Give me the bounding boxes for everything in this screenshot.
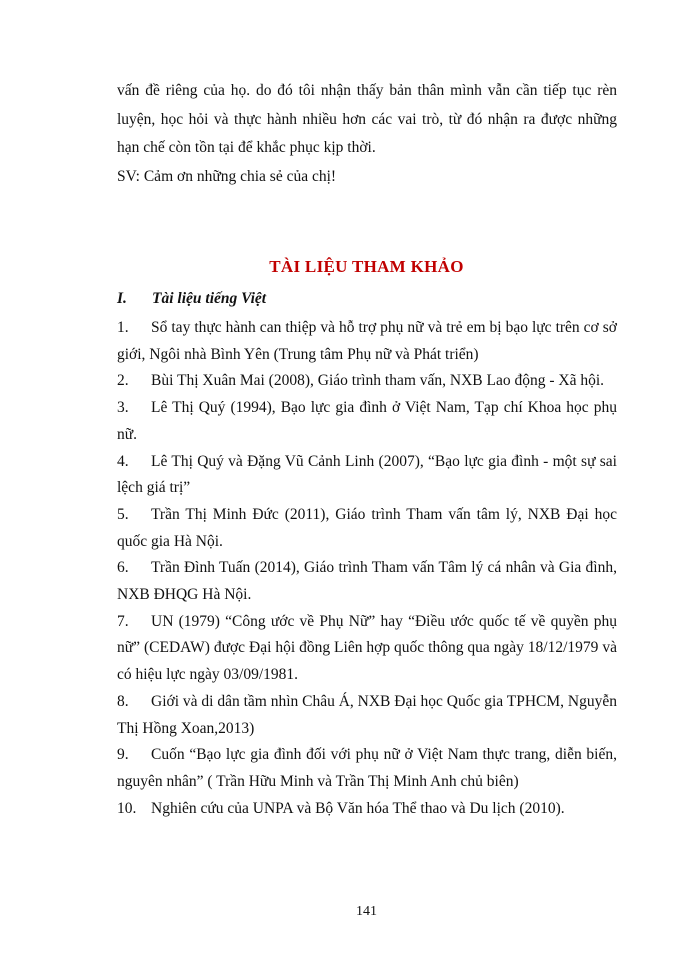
reference-item [117,368,617,395]
reference-number: 8. [117,692,129,710]
reference-number: 3. [117,399,129,417]
section-heading [117,290,617,308]
reference-text: Lê Thị Quý và Đặng Vũ Cảnh Linh (2007), “Bạo lực gia đình - một sự sai lệch giá trị” [117,452,617,497]
reference-item [117,689,617,742]
reference-number: 10. [117,799,137,817]
reference-list [117,315,617,822]
reference-text: Bùi Thị Xuân Mai (2008), Giáo trình tham vấn, NXB Lao động - Xã hội. [151,372,605,390]
section-number: I. [117,290,127,307]
reference-item [117,555,617,608]
reference-number: 1. [117,319,129,336]
reference-text: Giới và di dân tầm nhìn Châu Á, NXB Đại học Quốc gia TPHCM, Nguyễn Thị Hồng Xoan,2013) [117,692,617,737]
reference-text: Nghiên cứu của UNPA và Bộ Văn hóa Thể thao và Du lịch (2010). [151,799,565,817]
intro-paragraph: vấn đề riêng của họ. do đó tôi nhận thấy bản thân mình vẫn cần tiếp tục rèn luyện, học hỏi và thực hành nhiều hơn các vai trò, từ đó nhận ra được những hạn chế còn tồn tại để khắc phục kịp thời. [117,82,617,157]
reference-number: 7. [117,612,129,630]
reference-text: Cuốn “Bạo lực gia đình đối với phụ nữ ở Việt Nam thực trang, diễn biến, nguyên nhân” ( Trần Hữu Minh và Trần Thị Minh Anh chủ biên) [117,746,617,790]
reference-item [117,609,617,689]
reference-number: 5. [117,505,129,523]
reference-item [117,449,617,502]
reference-text: Lê Thị Quý (1994), Bạo lực gia đình ở Việt Nam, Tạp chí Khoa học phụ nữ. [117,399,617,443]
reference-item [117,742,617,795]
section-title: Tài liệu tiếng Việt [152,290,267,307]
reference-text: Sổ tay thực hành can thiệp và hỗ trợ phụ nữ và trẻ em bị bạo lực trên cơ sở giới, Ngôi nhà Bình Yên (Trung tâm Phụ nữ và Phát triển) [117,319,617,363]
reference-text: Trần Thị Minh Đức (2011), Giáo trình Tham vấn tâm lý, NXB Đại học quốc gia Hà Nội. [117,505,617,550]
reference-item [117,395,617,448]
reference-item [117,315,617,368]
reference-item [117,796,617,823]
reference-text: Trần Đình Tuấn (2014), Giáo trình Tham vấn Tâm lý cá nhân và Gia đình, NXB ĐHQG Hà Nội. [117,559,617,604]
intro-text [117,77,617,191]
reference-number: 2. [117,372,129,390]
reference-number: 6. [117,559,129,577]
reference-number: 9. [117,746,129,764]
closing-line: SV: Cảm ơn những chia sẻ của chị! [117,167,337,185]
reference-item [117,502,617,555]
reference-number: 4. [117,452,129,470]
references-heading: TÀI LIỆU THAM KHẢO [269,257,464,276]
page-number: 141 [356,904,377,919]
reference-text: UN (1979) “Công ước về Phụ Nữ” hay “Điều ước quốc tế về quyền phụ nữ” (CEDAW) được Đại hội đồng Liên hợp quốc thông qua ngày 18/12/1979 và có hiệu lực ngày 03/09/1981. [117,612,617,684]
